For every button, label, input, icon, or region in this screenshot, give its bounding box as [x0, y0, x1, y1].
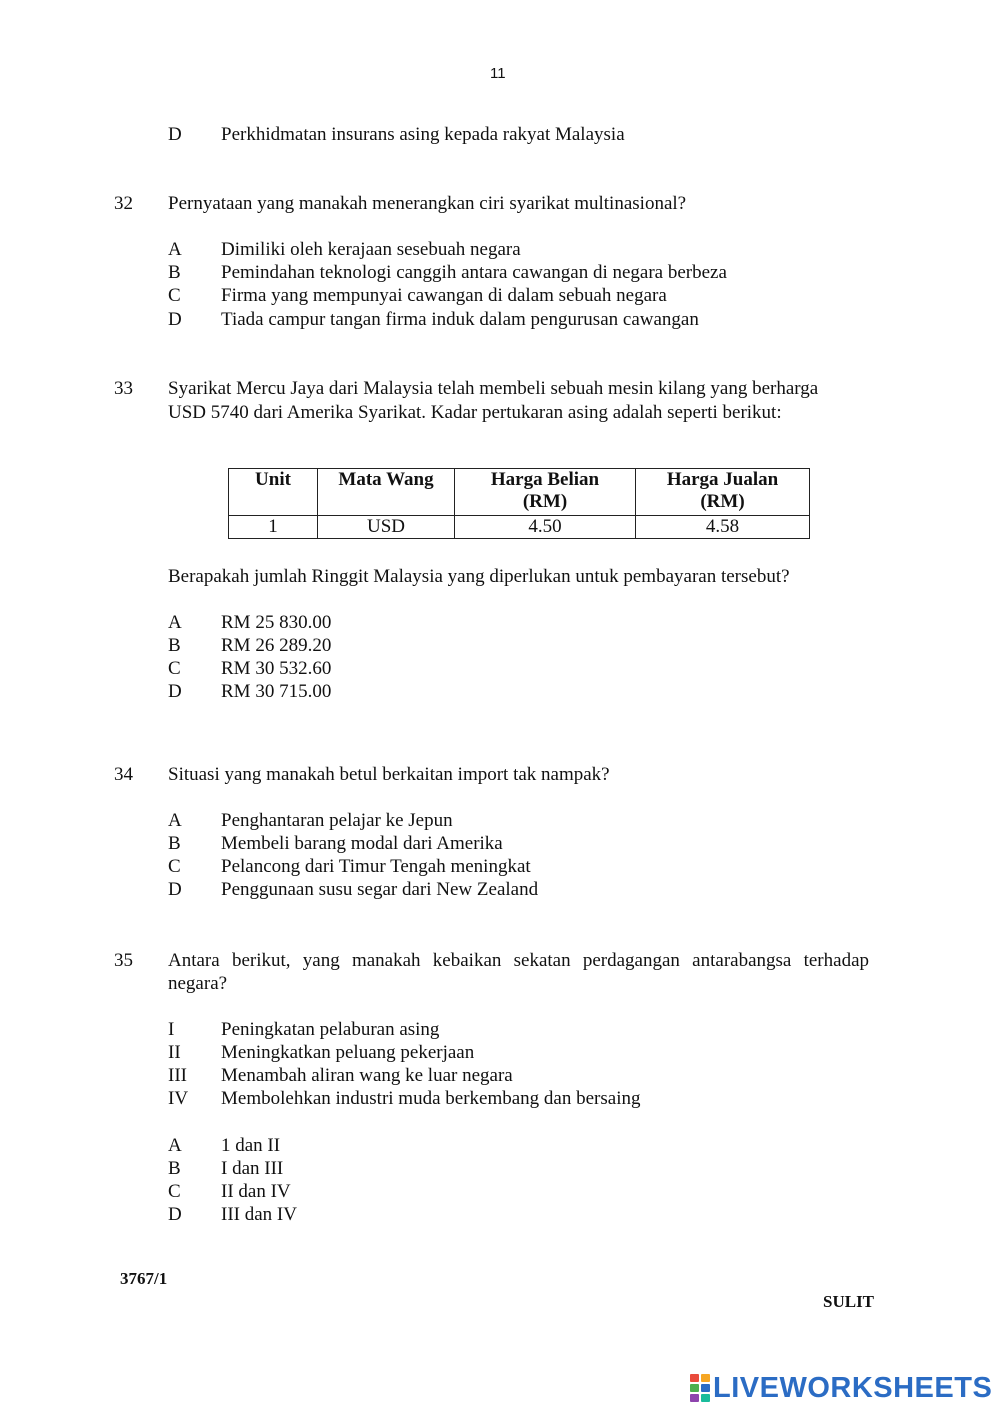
option-letter: A [168, 612, 182, 633]
question-number-35: 35 [114, 950, 133, 971]
option-text: Tiada campur tangan firma induk dalam pengurusan cawangan [221, 309, 699, 330]
question-text-32: Pernyataan yang manakah menerangkan ciri syarikat multinasional? [168, 193, 687, 214]
question-text-34: Situasi yang manakah betul berkaitan import tak nampak? [168, 764, 610, 785]
option-letter: C [168, 285, 181, 306]
header-buy-price-unit: (RM) [522, 491, 568, 512]
header-sell-price-label: Harga Jualan [666, 469, 779, 490]
option-letter: D [168, 1204, 182, 1225]
option-letter: A [168, 1135, 182, 1156]
option-letter: D [168, 124, 182, 145]
logo-block [690, 1384, 699, 1392]
cell-currency: USD [318, 516, 455, 539]
option-letter: B [168, 635, 181, 656]
option-letter: C [168, 658, 181, 679]
statement-text: Peningkatan pelaburan asing [221, 1019, 440, 1040]
exchange-rate-table [228, 468, 810, 539]
question-text-33-line2: USD 5740 dari Amerika Syarikat. Kadar pertukaran asing adalah seperti berikut: [168, 402, 782, 423]
option-text: RM 30 715.00 [221, 681, 332, 702]
question-followup-33: Berapakah jumlah Ringgit Malaysia yang diperlukan untuk pembayaran tersebut? [168, 566, 790, 587]
option-letter: B [168, 262, 181, 283]
question-text-33-line1: Syarikat Mercu Jaya dari Malaysia telah membeli sebuah mesin kilang yang berharga [168, 378, 819, 399]
option-text: Pemindahan teknologi canggih antara cawangan di negara berbeza [221, 262, 727, 283]
statement-text: Menambah aliran wang ke luar negara [221, 1065, 513, 1086]
option-letter: D [168, 879, 182, 900]
logo-block [701, 1374, 710, 1382]
cell-sell-price: 4.58 [636, 516, 810, 539]
header-sell-price-unit: (RM) [700, 491, 745, 512]
question-text-35-line1: Antara berikut, yang manakah kebaikan sekatan perdagangan antarabangsa terhadap [168, 950, 869, 971]
option-text: Dimiliki oleh kerajaan sesebuah negara [221, 239, 521, 260]
option-text: III dan IV [221, 1204, 297, 1225]
option-text: RM 25 830.00 [221, 612, 332, 633]
option-text: Perkhidmatan insurans asing kepada rakyat Malaysia [221, 124, 625, 145]
question-number-34: 34 [114, 764, 133, 785]
statement-text: Membolehkan industri muda berkembang dan bersaing [221, 1088, 641, 1109]
option-text: Penggunaan susu segar dari New Zealand [221, 879, 539, 900]
statement-numeral: IV [168, 1088, 189, 1109]
logo-block [690, 1374, 699, 1382]
option-text: I dan III [221, 1158, 284, 1179]
option-letter: D [168, 309, 182, 330]
header-currency: Mata Wang [318, 469, 455, 516]
option-letter: A [168, 810, 182, 831]
statement-numeral: I [168, 1019, 175, 1040]
option-text: Pelancong dari Timur Tengah meningkat [221, 856, 531, 877]
option-letter: D [168, 681, 182, 702]
question-number-32: 32 [114, 193, 133, 214]
table-row [229, 516, 810, 539]
option-letter: C [168, 856, 181, 877]
classification-label: SULIT [823, 1292, 875, 1311]
cell-unit: 1 [229, 516, 318, 539]
option-letter: A [168, 239, 182, 260]
page-number: 11 [490, 65, 506, 82]
statement-numeral: III [168, 1065, 187, 1086]
statement-numeral: II [168, 1042, 181, 1063]
logo-text: LIVEWORKSHEETS [713, 1372, 993, 1404]
logo-block [701, 1384, 710, 1392]
cell-buy-price: 4.50 [455, 516, 636, 539]
option-text: Penghantaran pelajar ke Jepun [221, 810, 453, 831]
header-unit: Unit [229, 469, 318, 516]
statement-text: Meningkatkan peluang pekerjaan [221, 1042, 475, 1063]
liveworksheets-logo[interactable] [690, 1371, 992, 1405]
option-text: 1 dan II [221, 1135, 281, 1156]
option-letter: B [168, 1158, 181, 1179]
logo-block [701, 1394, 710, 1402]
option-text: RM 26 289.20 [221, 635, 332, 656]
header-buy-price [455, 469, 636, 516]
option-letter: B [168, 833, 181, 854]
option-letter: C [168, 1181, 181, 1202]
paper-code: 3767/1 [120, 1269, 168, 1288]
question-text-35-line2: negara? [168, 973, 228, 994]
option-text: Firma yang mempunyai cawangan di dalam sebuah negara [221, 285, 667, 306]
logo-mark-icon [690, 1374, 710, 1402]
question-number-33: 33 [114, 378, 133, 399]
header-sell-price [636, 469, 810, 516]
logo-block [690, 1394, 699, 1402]
header-buy-price-label: Harga Belian [490, 469, 600, 490]
option-text: Membeli barang modal dari Amerika [221, 833, 503, 854]
option-text: II dan IV [221, 1181, 291, 1202]
table-header-row [229, 469, 810, 516]
option-text: RM 30 532.60 [221, 658, 332, 679]
